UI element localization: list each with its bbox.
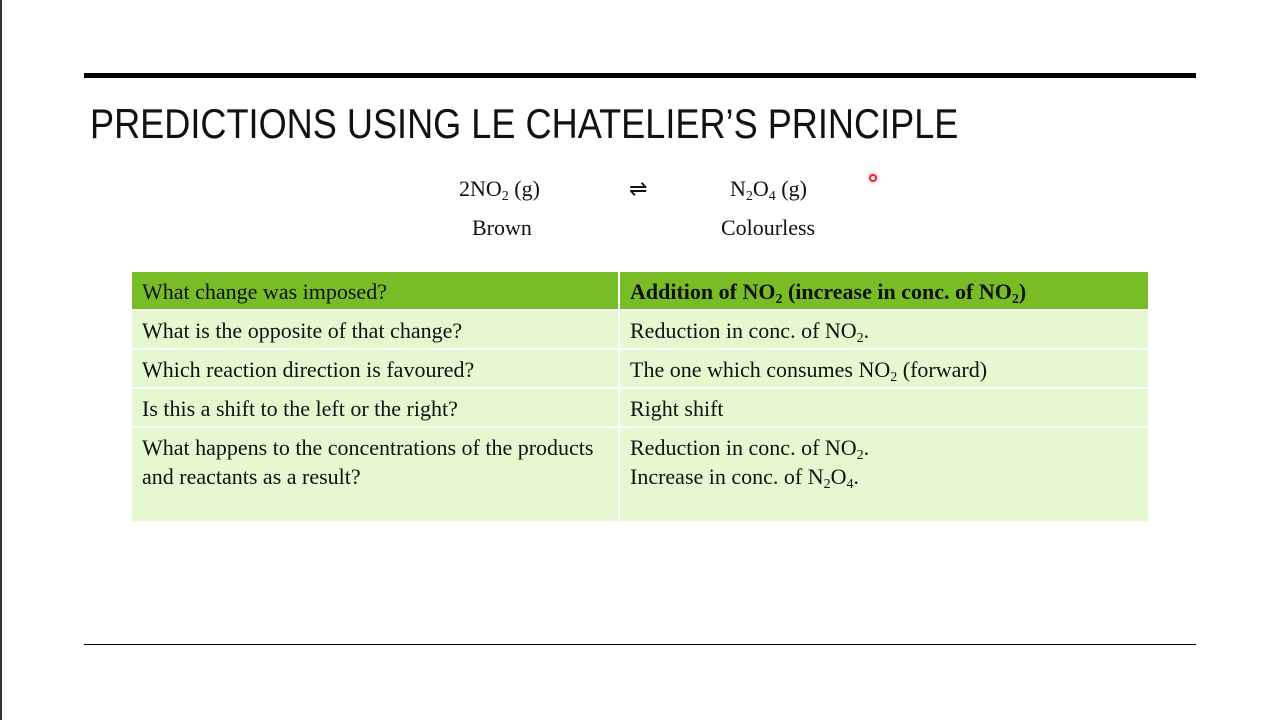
question-cell: What change was imposed? <box>132 272 619 310</box>
table-row <box>132 388 1148 427</box>
prediction-table <box>132 272 1148 523</box>
question-cell: What happens to the concentrations of the products and reactants as a result? <box>132 427 619 522</box>
reactant-formula: $2NO_2$ (g) <box>459 176 540 204</box>
question-cell: What is the opposite of that change? <box>132 310 619 349</box>
slide-left-edge <box>0 0 2 720</box>
answer-cell: Addition of $NO_2$ (increase in conc. of $NO_2$) <box>619 272 1148 310</box>
answer-cell: Right shift <box>619 388 1148 427</box>
reactant-color-label: Brown <box>472 215 532 240</box>
table-header-row <box>132 272 1148 310</box>
answer-cell: Reduction in conc. of $NO_2$. <box>619 310 1148 349</box>
product-formula: $N_2O_4$ (g) <box>730 176 807 204</box>
table-row <box>132 427 1148 522</box>
footer-rule <box>84 644 1196 645</box>
title-top-rule <box>84 73 1196 78</box>
table-row <box>132 310 1148 349</box>
question-cell: Is this a shift to the left or the right? <box>132 388 619 427</box>
slide-title: PREDICTIONS USING LE CHATELIER’S PRINCIPLE <box>90 100 959 147</box>
product-color-label: Colourless <box>721 215 816 240</box>
answer-cell: Reduction in conc. of $NO_2$. Increase in conc. of $N_2O_4$. <box>619 427 1148 522</box>
answer-cell: The one which consumes $NO_2$ (forward) <box>619 349 1148 388</box>
equilibrium-arrow: ⇌ <box>629 176 648 201</box>
table-row <box>132 349 1148 388</box>
pointer-dot <box>869 174 877 182</box>
question-cell: Which reaction direction is favoured? <box>132 349 619 388</box>
